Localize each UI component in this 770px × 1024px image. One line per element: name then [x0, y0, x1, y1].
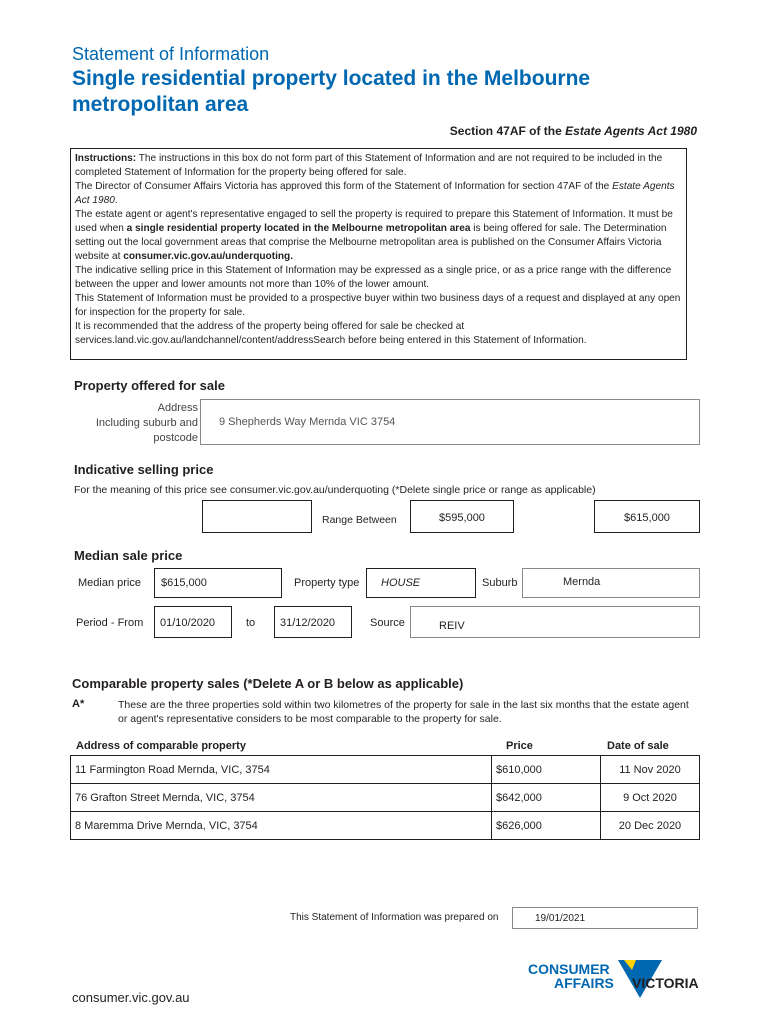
footer-url[interactable]: consumer.vic.gov.au — [72, 990, 190, 1005]
range-between-label: Range Between — [322, 514, 397, 526]
instructions-p2a: The Director of Consumer Affairs Victoria has approved this form of the Statement of Information for section 47AF of the — [75, 181, 613, 192]
instructions-p2b: Estate Agents Act 1980 — [75, 181, 675, 206]
instructions-box — [70, 148, 687, 360]
comparable-heading: Comparable property sales (*Delete A or B below as applicable) — [72, 676, 464, 691]
comparable-address-cell[interactable]: 76 Grafton Street Mernda, VIC, 3754 — [71, 784, 492, 812]
indicative-note: For the meaning of this price see consumer.vic.gov.au/underquoting (*Delete single price or range as applicable) — [74, 484, 596, 496]
instructions-p6: It is recommended that the address of the property being offered for sale be checked at services.land.vic.gov.au/landchannel/content/addressSearch before being entered in this Statement of Information. — [75, 321, 587, 346]
instructions-label: Instructions: — [75, 153, 137, 164]
property-type-field[interactable]: HOUSE — [366, 568, 476, 598]
single-price-field[interactable] — [202, 500, 312, 533]
comparable-table — [70, 755, 700, 840]
source-field[interactable]: REIV — [410, 606, 700, 638]
address-field[interactable]: 9 Shepherds Way Mernda VIC 3754 — [200, 399, 700, 445]
address-label-line1: Address — [157, 402, 198, 414]
suburb-label: Suburb — [482, 577, 518, 589]
comparable-address-cell[interactable]: 11 Farmington Road Mernda, VIC, 3754 — [71, 756, 492, 784]
period-to-label: to — [246, 617, 256, 629]
prepared-on-field[interactable]: 19/01/2021 — [512, 907, 698, 929]
range-low-field[interactable]: $595,000 — [410, 500, 514, 533]
period-from-label: Period - From — [76, 617, 144, 629]
instructions-p5: This Statement of Information must be provided to a prospective buyer within two business days of a request and displayed at any open for inspection for the property for sale. — [75, 293, 681, 318]
suburb-field[interactable]: Mernda — [522, 568, 700, 598]
table-row — [71, 784, 700, 812]
instructions-p3a: The estate agent or agent's representative engaged to sell the property is required to prepare this Statement of Information. It must be used when — [75, 209, 673, 234]
section-act: Estate Agents Act 1980 — [565, 124, 697, 138]
logo-line2: AFFAIRS — [554, 975, 614, 991]
instructions-p1: The instructions in this box do not form part of this Statement of Information and are not required to be included in the completed Statement of Information for the property being offered for sale. — [75, 153, 663, 178]
consumer-affairs-victoria-logo — [528, 960, 708, 1004]
address-label-line2: Including suburb and — [95, 417, 198, 429]
comparable-description: These are the three properties sold within two kilometres of the property for sale in the last six months that the estate agent or agent's representative considers to be most comparable to the property for sale. — [118, 699, 689, 725]
address-label-line3: postcode — [153, 432, 198, 444]
col-address-header: Address of comparable property — [76, 740, 246, 752]
comparable-price-cell[interactable]: $610,000 — [492, 756, 601, 784]
comparable-date-cell[interactable]: 11 Nov 2020 — [601, 756, 700, 784]
instructions-p3b: a single residential property located in the Melbourne metropolitan area — [126, 223, 471, 234]
instructions-p2c: . — [114, 195, 118, 206]
period-to-field[interactable]: 31/12/2020 — [274, 606, 352, 638]
form-supertitle: Statement of Information — [72, 44, 270, 64]
indicative-heading: Indicative selling price — [74, 462, 214, 477]
source-label: Source — [370, 617, 405, 629]
period-from-field[interactable]: 01/10/2020 — [154, 606, 232, 638]
comparable-price-cell[interactable]: $642,000 — [492, 784, 601, 812]
comparable-address-cell[interactable]: 8 Maremma Drive Mernda, VIC, 3754 — [71, 812, 492, 840]
property-heading: Property offered for sale — [74, 378, 225, 393]
address-label — [70, 401, 198, 446]
logo-line1: CONSUMER — [528, 961, 610, 977]
section-prefix: Section 47AF of the — [449, 124, 566, 138]
comparable-date-cell[interactable]: 9 Oct 2020 — [601, 784, 700, 812]
comparable-date-cell[interactable]: 20 Dec 2020 — [601, 812, 700, 840]
median-price-field[interactable]: $615,000 — [154, 568, 282, 598]
logo-line3: VICTORIA — [632, 975, 699, 991]
page-title: Single residential property located in the Melbourne metropolitan area — [72, 67, 591, 116]
section-reference — [450, 124, 697, 138]
col-date-header: Date of sale — [607, 740, 669, 752]
option-a-marker: A* — [72, 698, 85, 710]
instructions-p3d: consumer.vic.gov.au/underquoting. — [123, 251, 294, 262]
median-heading: Median sale price — [74, 548, 183, 563]
instructions-p4: The indicative selling price in this Statement of Information may be expressed as a single price, or as a price range with the difference between the upper and lower amounts not more than 10% of the lower amount. — [75, 265, 672, 290]
prepared-on-label: This Statement of Information was prepared on — [290, 912, 499, 923]
median-price-label: Median price — [78, 577, 141, 589]
property-type-label: Property type — [294, 577, 360, 589]
col-price-header: Price — [506, 740, 533, 752]
table-row — [71, 812, 700, 840]
range-high-field[interactable]: $615,000 — [594, 500, 700, 533]
instructions-p3c: is being offered for sale. The Determination setting out the local government areas that comprise the Melbourne metropolitan area is published on the Consumer Affairs Victoria website at — [75, 223, 667, 262]
comparable-price-cell[interactable]: $626,000 — [492, 812, 601, 840]
table-row — [71, 756, 700, 784]
